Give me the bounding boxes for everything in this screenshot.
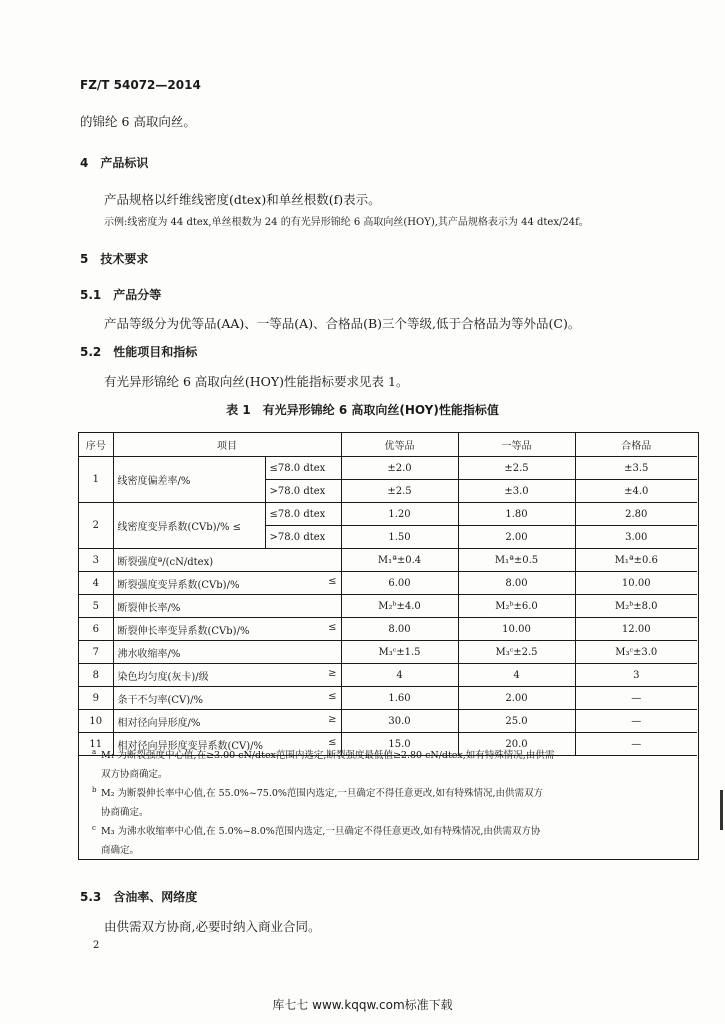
value-aa: 15.0 xyxy=(341,733,458,756)
row-item: 相对径向异形度/% xyxy=(117,717,201,729)
row-item: 断裂强度变异系数(CVb)/% xyxy=(117,579,240,591)
note-mark: b xyxy=(92,786,97,794)
row-item: 染色均匀度(灰卡)/级 xyxy=(117,671,209,683)
value-b: 2.80 xyxy=(575,503,697,526)
note-line: 协商确定。 xyxy=(101,807,149,818)
value-aa: 1.60 xyxy=(341,687,458,710)
note-line: M₂ 为断裂伸长率中心值,在 55.0%~75.0%范围内选定,一旦确定不得任意更改,如有特殊情况,由供需双方 xyxy=(101,788,543,799)
row-item: 线密度偏差率/% xyxy=(113,457,265,503)
row-item-cell xyxy=(113,710,341,733)
table-row xyxy=(79,664,697,687)
value-aa: M₁ª±0.4 xyxy=(341,549,458,572)
standard-number: FZ/T 54072—2014 xyxy=(80,78,201,92)
note-line: 商确定。 xyxy=(101,845,140,856)
row-item-cell xyxy=(113,572,341,595)
table-row xyxy=(79,503,697,526)
section-5-3-body: 由供需双方协商,必要时纳入商业合同。 xyxy=(104,919,321,934)
section-5-3-title: 5.3 含油率、网络度 xyxy=(80,890,198,904)
value-a: 25.0 xyxy=(458,710,575,733)
value-b: M₃ᶜ±3.0 xyxy=(575,641,697,664)
section-5-1-body: 产品等级分为优等品(AA)、一等品(A)、合格品(B)三个等级,低于合格品为等外品(C)。 xyxy=(104,316,581,331)
value-aa: M₂ᵇ±4.0 xyxy=(341,595,458,618)
value-a: ±3.0 xyxy=(458,480,575,503)
value-aa: 1.20 xyxy=(341,503,458,526)
note-b xyxy=(79,784,697,822)
value-a: 8.00 xyxy=(458,572,575,595)
value-b: 10.00 xyxy=(575,572,697,595)
header-no: 序号 xyxy=(79,433,113,457)
value-aa: 4 xyxy=(341,664,458,687)
value-aa: 30.0 xyxy=(341,710,458,733)
row-item-cell xyxy=(113,664,341,687)
row-condition: >78.0 dtex xyxy=(265,526,341,549)
row-symbol: ≤ xyxy=(328,575,337,587)
note-mark: c xyxy=(92,824,96,832)
table-row xyxy=(79,572,697,595)
row-item-cell xyxy=(113,687,341,710)
section-5-1-title: 5.1 产品分等 xyxy=(80,288,162,302)
value-b: ±3.5 xyxy=(575,457,697,480)
value-aa: 6.00 xyxy=(341,572,458,595)
note-line: M₃ 为沸水收缩率中心值,在 5.0%~8.0%范围内选定,一旦确定不得任意更改,如有特殊情况,由供需双方协 xyxy=(101,826,541,837)
row-condition: >78.0 dtex xyxy=(265,480,341,503)
intro-line: 的锦纶 6 高取向丝。 xyxy=(80,114,196,129)
section-5-2-title: 5.2 性能项目和指标 xyxy=(80,345,198,359)
row-no: 8 xyxy=(79,664,113,687)
row-item: 线密度变异系数(CVb)/% ≤ xyxy=(113,503,265,549)
row-item: 条干不匀率(CV)/% xyxy=(117,694,204,706)
row-no: 6 xyxy=(79,618,113,641)
value-b: M₂ᵇ±8.0 xyxy=(575,595,697,618)
row-item: 断裂伸长率变异系数(CVb)/% xyxy=(117,625,250,637)
header-item: 项目 xyxy=(113,433,341,457)
value-b: M₁ª±0.6 xyxy=(575,549,697,572)
value-a: M₂ᵇ±6.0 xyxy=(458,595,575,618)
table-row xyxy=(79,710,697,733)
row-no: 10 xyxy=(79,710,113,733)
row-symbol: ≤ xyxy=(328,736,337,748)
value-a: 1.80 xyxy=(458,503,575,526)
table-row xyxy=(79,687,697,710)
table-row xyxy=(79,549,697,572)
row-item: 断裂强度ª/(cN/dtex) xyxy=(117,556,214,568)
value-aa: ±2.5 xyxy=(341,480,458,503)
value-b: 12.00 xyxy=(575,618,697,641)
row-item-cell xyxy=(113,549,341,572)
table-header-row xyxy=(79,433,697,457)
row-symbol: ≥ xyxy=(328,713,337,725)
row-no: 2 xyxy=(79,503,113,549)
header-a: 一等品 xyxy=(458,433,575,457)
value-aa: 1.50 xyxy=(341,526,458,549)
row-item: 断裂伸长率/% xyxy=(117,602,181,614)
value-b: 3.00 xyxy=(575,526,697,549)
value-a: ±2.5 xyxy=(458,457,575,480)
value-b: — xyxy=(575,687,697,710)
row-no: 1 xyxy=(79,457,113,503)
section-4-example: 示例:线密度为 44 dtex,单丝根数为 24 的有光异形锦纶 6 高取向丝(HOY),其产品规格表示为 44 dtex/24f。 xyxy=(104,217,589,228)
row-no: 4 xyxy=(79,572,113,595)
value-b: ±4.0 xyxy=(575,480,697,503)
scan-edge-mark xyxy=(720,790,723,830)
performance-table xyxy=(78,432,699,860)
value-aa: 8.00 xyxy=(341,618,458,641)
value-aa: ±2.0 xyxy=(341,457,458,480)
note-c xyxy=(79,822,697,860)
table-notes xyxy=(79,746,697,860)
value-a: M₁ª±0.5 xyxy=(458,549,575,572)
row-no: 9 xyxy=(79,687,113,710)
value-aa: M₃ᶜ±1.5 xyxy=(341,641,458,664)
row-item-cell xyxy=(113,641,341,664)
note-a xyxy=(79,746,697,784)
value-b: 3 xyxy=(575,664,697,687)
row-no: 3 xyxy=(79,549,113,572)
value-b: — xyxy=(575,733,697,756)
footer-watermark: 库七七 www.kqqw.com标准下载 xyxy=(272,998,453,1012)
row-no: 7 xyxy=(79,641,113,664)
table-caption: 表 1 有光异形锦纶 6 高取向丝(HOY)性能指标值 xyxy=(226,403,499,417)
page-number: 2 xyxy=(93,940,100,951)
value-b: — xyxy=(575,710,697,733)
row-condition: ≤78.0 dtex xyxy=(265,457,341,480)
row-condition: ≤78.0 dtex xyxy=(265,503,341,526)
section-4-title: 4 产品标识 xyxy=(80,156,149,170)
value-a: 10.00 xyxy=(458,618,575,641)
value-a: 2.00 xyxy=(458,526,575,549)
row-item-cell xyxy=(113,618,341,641)
table-row xyxy=(79,618,697,641)
row-no: 11 xyxy=(79,733,113,756)
table-row xyxy=(79,457,697,480)
row-no: 5 xyxy=(79,595,113,618)
row-symbol: ≤ xyxy=(328,690,337,702)
row-item-cell xyxy=(113,595,341,618)
section-5-title: 5 技术要求 xyxy=(80,252,149,266)
value-a: M₃ᶜ±2.5 xyxy=(458,641,575,664)
table-row xyxy=(79,641,697,664)
table-row xyxy=(79,595,697,618)
note-line: M₁ 为断裂强度中心值,在≥3.00 cN/dtex范围内选定,断裂强度最低值≥2.80 cN/dtex,如有特殊情况,由供需 xyxy=(101,750,555,761)
row-item: 相对径向异形度变异系数(CV)/% xyxy=(117,740,264,752)
note-line: 双方协商确定。 xyxy=(101,769,168,780)
section-4-body: 产品规格以纤维线密度(dtex)和单丝根数(f)表示。 xyxy=(104,192,381,207)
value-a: 20.0 xyxy=(458,733,575,756)
row-item: 沸水收缩率/% xyxy=(117,648,181,660)
header-b: 合格品 xyxy=(575,433,697,457)
value-a: 4 xyxy=(458,664,575,687)
header-aa: 优等品 xyxy=(341,433,458,457)
row-symbol: ≤ xyxy=(328,621,337,633)
row-symbol: ≥ xyxy=(328,667,337,679)
note-mark: a xyxy=(92,748,97,756)
value-a: 2.00 xyxy=(458,687,575,710)
section-5-2-body: 有光异形锦纶 6 高取向丝(HOY)性能指标要求见表 1。 xyxy=(104,374,409,389)
